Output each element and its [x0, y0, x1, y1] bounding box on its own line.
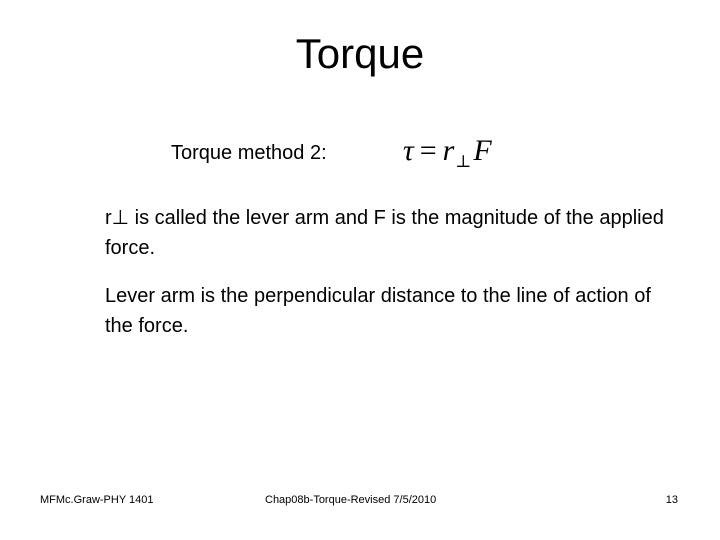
page-number: 13	[665, 494, 678, 506]
slide-title: Torque	[295, 30, 425, 77]
lever-arm-definition: r⊥ is called the lever arm and F is the magnitude of the applied force.	[105, 207, 664, 259]
perpendicular-subscript: ⊥	[455, 152, 472, 171]
torque-equation	[403, 131, 492, 175]
footer-chapter: Chap08b-Torque-Revised 7/5/2010	[265, 494, 437, 506]
lever-arm-symbol: r	[442, 134, 455, 167]
footer-course: MFMc.Graw-PHY 1401	[40, 494, 154, 506]
method-label: Torque method 2:	[171, 142, 327, 164]
force-symbol: F	[473, 134, 492, 167]
equals-sign: =	[419, 134, 437, 167]
torque-symbol: τ	[403, 134, 414, 167]
perpendicular-distance-definition: Lever arm is the perpendicular distance to the line of action of the force.	[105, 285, 651, 337]
